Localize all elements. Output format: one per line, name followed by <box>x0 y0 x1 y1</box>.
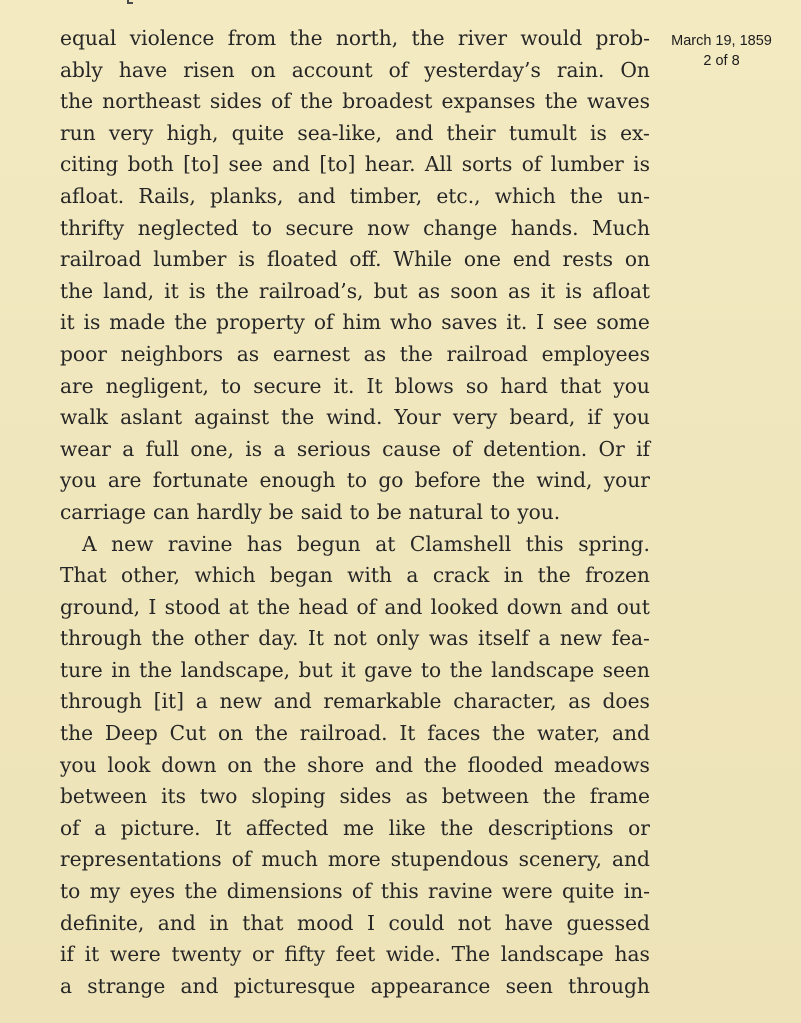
text-line: the land, it is the railroad’s, but as soon as it is afloat <box>60 278 650 303</box>
text-line: railroad lumber is floated off. While one end rests on <box>60 247 650 272</box>
page-indicator: 2 of 8 <box>703 53 740 69</box>
text-line: equal violence from the north, the river would prob- <box>60 26 650 50</box>
text-line: it is made the property of him who saves it. I see some <box>60 310 650 335</box>
text-line: through the other day. It not only was itself a new fea- <box>60 626 650 651</box>
text-line: the Deep Cut on the railroad. It faces the water, and <box>60 721 650 746</box>
text-line: carriage can hardly be said to be natural to you. <box>60 499 561 524</box>
text-line: a strange and picturesque appearance seen through <box>60 973 650 998</box>
text-line: ably have risen on account of yesterday’s rain. On <box>60 57 650 82</box>
text-line: between its two sloping sides as between the frame <box>60 784 650 809</box>
text-line: That other, which began with a crack in the frozen <box>60 563 650 588</box>
paragraph <box>60 23 650 529</box>
page-corner-mark <box>127 0 133 4</box>
text-line: ture in the landscape, but it gave to the landscape seen <box>60 657 650 682</box>
journal-text <box>60 23 650 1002</box>
text-line: of a picture. It affected me like the descriptions or <box>60 815 650 840</box>
entry-date: March 19, 1859 <box>671 33 772 49</box>
text-line: representations of much more stupendous scenery, and <box>60 847 650 872</box>
text-line: run very high, quite sea-like, and their tumult is ex- <box>60 120 650 145</box>
paragraph <box>60 529 650 1003</box>
text-line: wear a full one, is a serious cause of detention. Or if <box>60 436 650 461</box>
text-line: are negligent, to secure it. It blows so hard that you <box>60 373 650 398</box>
text-line: poor neighbors as earnest as the railroad employees <box>60 341 650 366</box>
text-line: to my eyes the dimensions of this ravine were quite in- <box>60 879 650 904</box>
text-line: you are fortunate enough to go before the wind, your <box>60 468 650 493</box>
text-line: thrifty neglected to secure now change hands. Much <box>60 215 650 240</box>
page-sidebar <box>664 31 779 71</box>
text-line: walk aslant against the wind. Your very beard, if you <box>60 405 650 430</box>
text-line: A new ravine has begun at Clamshell this spring. <box>82 531 650 556</box>
text-line: if it were twenty or fifty feet wide. The landscape has <box>60 942 650 967</box>
text-line: the northeast sides of the broadest expanses the waves <box>60 89 650 114</box>
text-line: definite, and in that mood I could not have guessed <box>60 910 650 935</box>
text-line: citing both [to] see and [to] hear. All sorts of lumber is <box>60 152 650 177</box>
text-line: through [it] a new and remarkable character, as does <box>60 689 650 714</box>
text-line: ground, I stood at the head of and looked down and out <box>60 594 650 619</box>
text-line: you look down on the shore and the flooded meadows <box>60 752 650 777</box>
text-line: afloat. Rails, planks, and timber, etc., which the un- <box>60 183 650 208</box>
